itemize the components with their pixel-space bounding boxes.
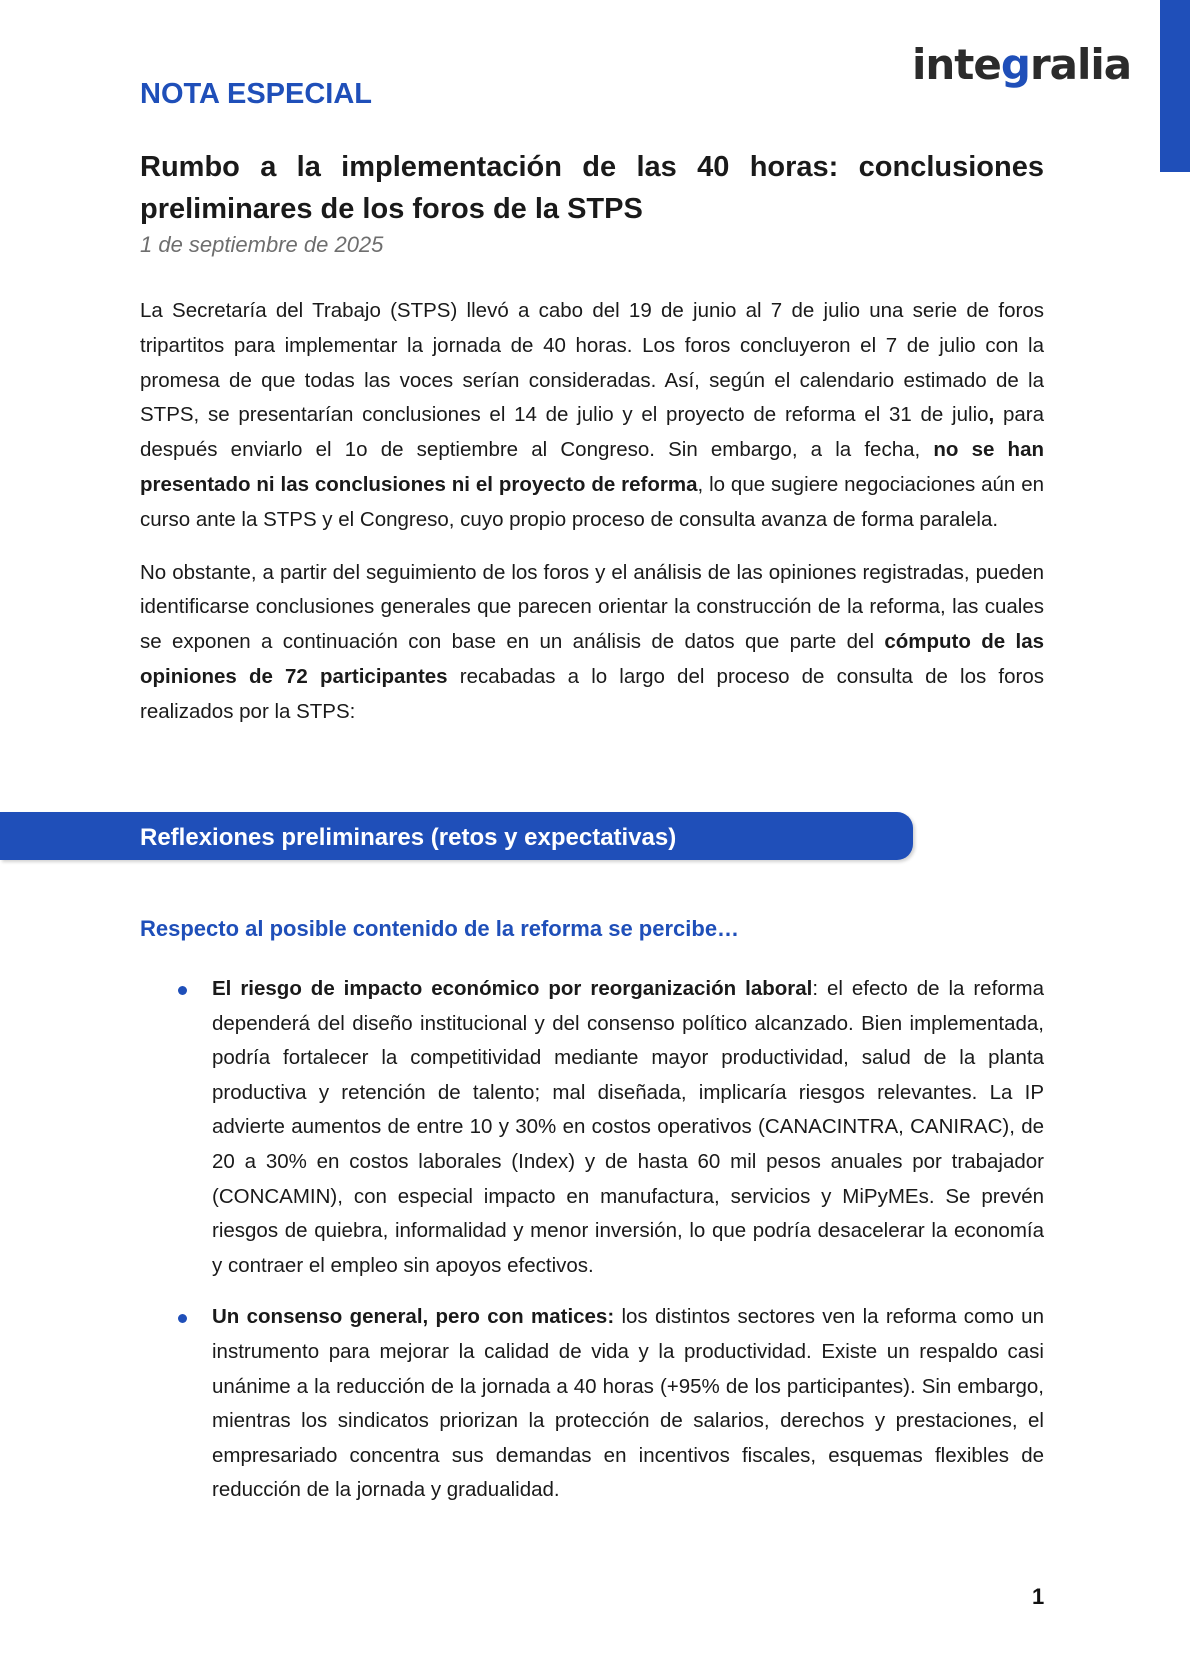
bullet-bold: El riesgo de impacto económico por reorganización laboral bbox=[212, 977, 813, 1000]
intro-paragraph-1 bbox=[140, 294, 1044, 538]
p1-comma: , bbox=[988, 403, 995, 427]
list-item bbox=[140, 1300, 1044, 1508]
bullet-icon bbox=[178, 1314, 187, 1323]
p2-text-a: No obstante, a partir del seguimiento de los foros y el análisis de las opiniones registradas, pueden identificarse conclusiones generales que parecen orientar la construcción de la reforma, las cuales se exponen a continuación con base en un análisis de datos que parte del bbox=[140, 560, 1044, 654]
document-title bbox=[140, 146, 1044, 230]
logo-part-g: g bbox=[1000, 40, 1030, 89]
bullet-body: : el efecto de la reforma dependerá del diseño institucional y del consenso político alcanzado. Bien implementada, podría fortalecer la competitividad mediante mayor productividad, salud de la planta productiva y retención de talento; mal diseñada, implicaría riesgos relevantes. La IP advierte aumentos de entre 10 y 30% en costos operativos (CANACINTRA, CANIRAC), de 20 a 30% en costos laborales (Index) y de hasta 60 mil pesos anuales por trabajador (CONCAMIN), con especial impacto en manufactura, servicios y MiPyMEs. Se prevén riesgos de quiebra, informalidad y menor inversión, lo que podría desacelerar la economía y contraer el empleo sin apoyos efectivos. bbox=[212, 977, 1044, 1277]
intro-paragraph-2 bbox=[140, 556, 1044, 730]
main-content bbox=[140, 146, 1044, 730]
p1-text-a: La Secretaría del Trabajo (STPS) llevó a cabo del 19 de junio al 7 de julio una serie de foros tripartitos para implementar la jornada de 40 horas. Los foros concluyeron el 7 de julio con la promesa de que todas las voces serían consideradas. Así, según el calendario estimado de la STPS, se presentarían conclusiones el 14 de julio y el proyecto de reforma el 31 de julio bbox=[140, 299, 1044, 427]
bullet-body: los distintos sectores ven la reforma como un instrumento para mejorar la calidad de vida y la productividad. Existe un respaldo casi unánime a la reducción de la jornada a 40 horas (+95% de los participantes). Sin embargo, mientras los sindicatos priorizan la protección de salarios, derechos y prestaciones, el empresariado concentra sus demandas en incentivos fiscales, esquemas flexibles de reducción de la jornada y gradualidad. bbox=[212, 1305, 1044, 1502]
title-bold: Rumbo a la implementación de las 40 horas: bbox=[140, 151, 839, 183]
p1-bold-text: no se han presentado ni las conclusiones ni el proyecto de reforma bbox=[140, 438, 1044, 496]
logo-part-1: inte bbox=[912, 40, 1001, 89]
bullet-text bbox=[212, 1300, 1044, 1508]
document-date: 1 de septiembre de 2025 bbox=[140, 232, 384, 257]
bullet-bold: Un consenso general, pero con matices: bbox=[212, 1305, 615, 1329]
p2-text-b: recabadas a lo largo del proceso de consulta de los foros realizados por la STPS: bbox=[140, 664, 1044, 723]
integralia-logo bbox=[912, 40, 1131, 89]
logo-part-2: ralia bbox=[1029, 40, 1132, 89]
p1-text-b: para después enviarlo el 1o de septiembre al Congreso. Sin embargo, a la fecha, bbox=[140, 403, 1044, 462]
section-title: Reflexiones preliminares (retos y expectativas) bbox=[140, 824, 677, 851]
p1-text-c: , lo que sugiere negociaciones aún en curso ante la STPS y el Congreso, cuyo propio proceso de consulta avanza de forma paralela. bbox=[140, 472, 1045, 531]
note-label: NOTA ESPECIAL bbox=[140, 78, 373, 110]
blue-side-tab bbox=[1160, 0, 1190, 172]
p2-bold-text: cómputo de las opiniones de 72 participantes bbox=[140, 630, 1044, 688]
bullet-icon bbox=[178, 986, 187, 995]
bullet-list bbox=[140, 972, 1044, 1525]
title-rest: conclusiones preliminares de los foros de la STPS bbox=[140, 151, 1044, 225]
bullet-text bbox=[212, 972, 1044, 1283]
page-number: 1 bbox=[1032, 1584, 1045, 1609]
list-item bbox=[140, 972, 1044, 1283]
subheading: Respecto al posible contenido de la reforma se percibe… bbox=[140, 916, 740, 941]
